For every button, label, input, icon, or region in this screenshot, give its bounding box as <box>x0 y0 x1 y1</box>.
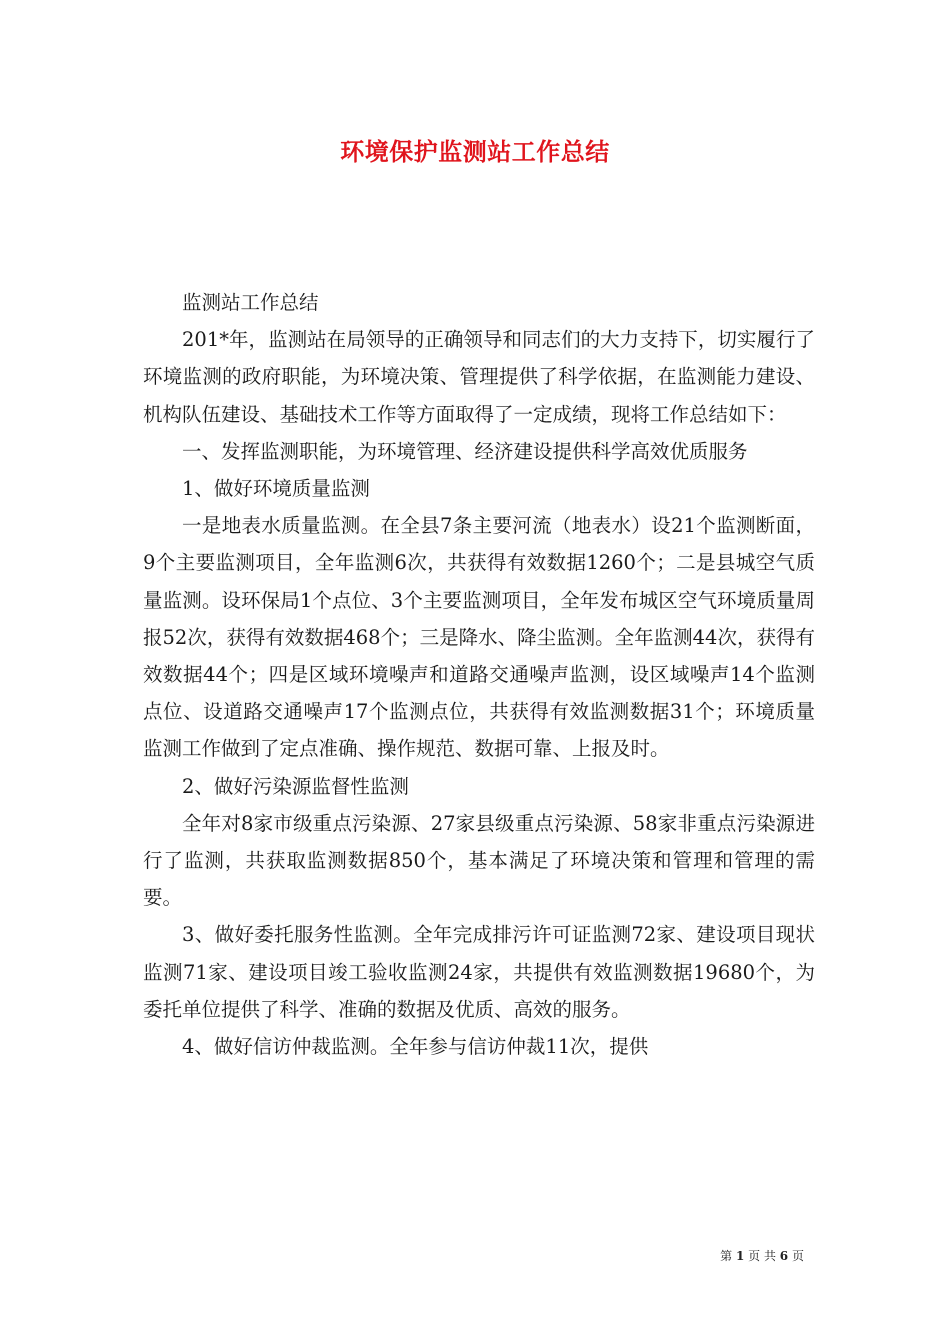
total-pages: 6 <box>779 1249 789 1263</box>
document-body <box>143 284 815 1065</box>
paragraph: 1、做好环境质量监测 <box>182 477 370 501</box>
current-page: 1 <box>735 1249 745 1263</box>
paragraph: 一是地表水质量监测。在全县7条主要河流（地表水）设21个监测断面，9个主要监测项目，全年监测6次，共获得有效数据1260个；二是县城空气质量监测。设环保局1个点位、3个主要监测项目，全年发布城区空气环境质量周报52次，获得有效数据468个；三是降水、降尘监测。全年监测44次，获得有效数据44个；四是区域环境噪声和道路交通噪声监测，设区域噪声14个监测点位、设道路交通噪声17个监测点位，共获得有效监测数据31个；环境质量监测工作做到了定点准确、操作规范、数据可靠、上报及时。 <box>143 514 815 761</box>
paragraph: 201*年，监测站在局领导的正确领导和同志们的大力支持下，切实履行了环境监测的政府职能，为环境决策、管理提供了科学依据，在监测能力建设、机构队伍建设、基础技术工作等方面取得了一定成绩，现将工作总结如下： <box>143 328 815 426</box>
paragraph: 2、做好污染源监督性监测 <box>182 774 409 798</box>
paragraph: 监测站工作总结 <box>182 291 319 314</box>
paragraph: 4、做好信访仲裁监测。全年参与信访仲裁11次，提供 <box>182 1035 649 1059</box>
page-number-suffix: 页 <box>791 1249 804 1263</box>
paragraph: 全年对8家市级重点污染源、27家县级重点污染源、58家非重点污染源进行了监测，共获取监测数据850个，基本满足了环境决策和管理和管理的需要。 <box>143 811 815 910</box>
page-number <box>720 1247 804 1264</box>
page-number-prefix: 第 <box>720 1249 733 1263</box>
paragraph: 3、做好委托服务性监测。全年完成排污许可证监测72家、建设项目现状监测71家、建设项目竣工验收监测24家，共提供有效监测数据19680个，为委托单位提供了科学、准确的数据及优质、高效的服务。 <box>143 923 815 1021</box>
page-number-middle: 页 共 <box>748 1249 776 1263</box>
paragraph: 一、发挥监测职能，为环境管理、经济建设提供科学高效优质服务 <box>182 439 748 463</box>
document-title: 环境保护监测站工作总结 <box>340 137 610 166</box>
